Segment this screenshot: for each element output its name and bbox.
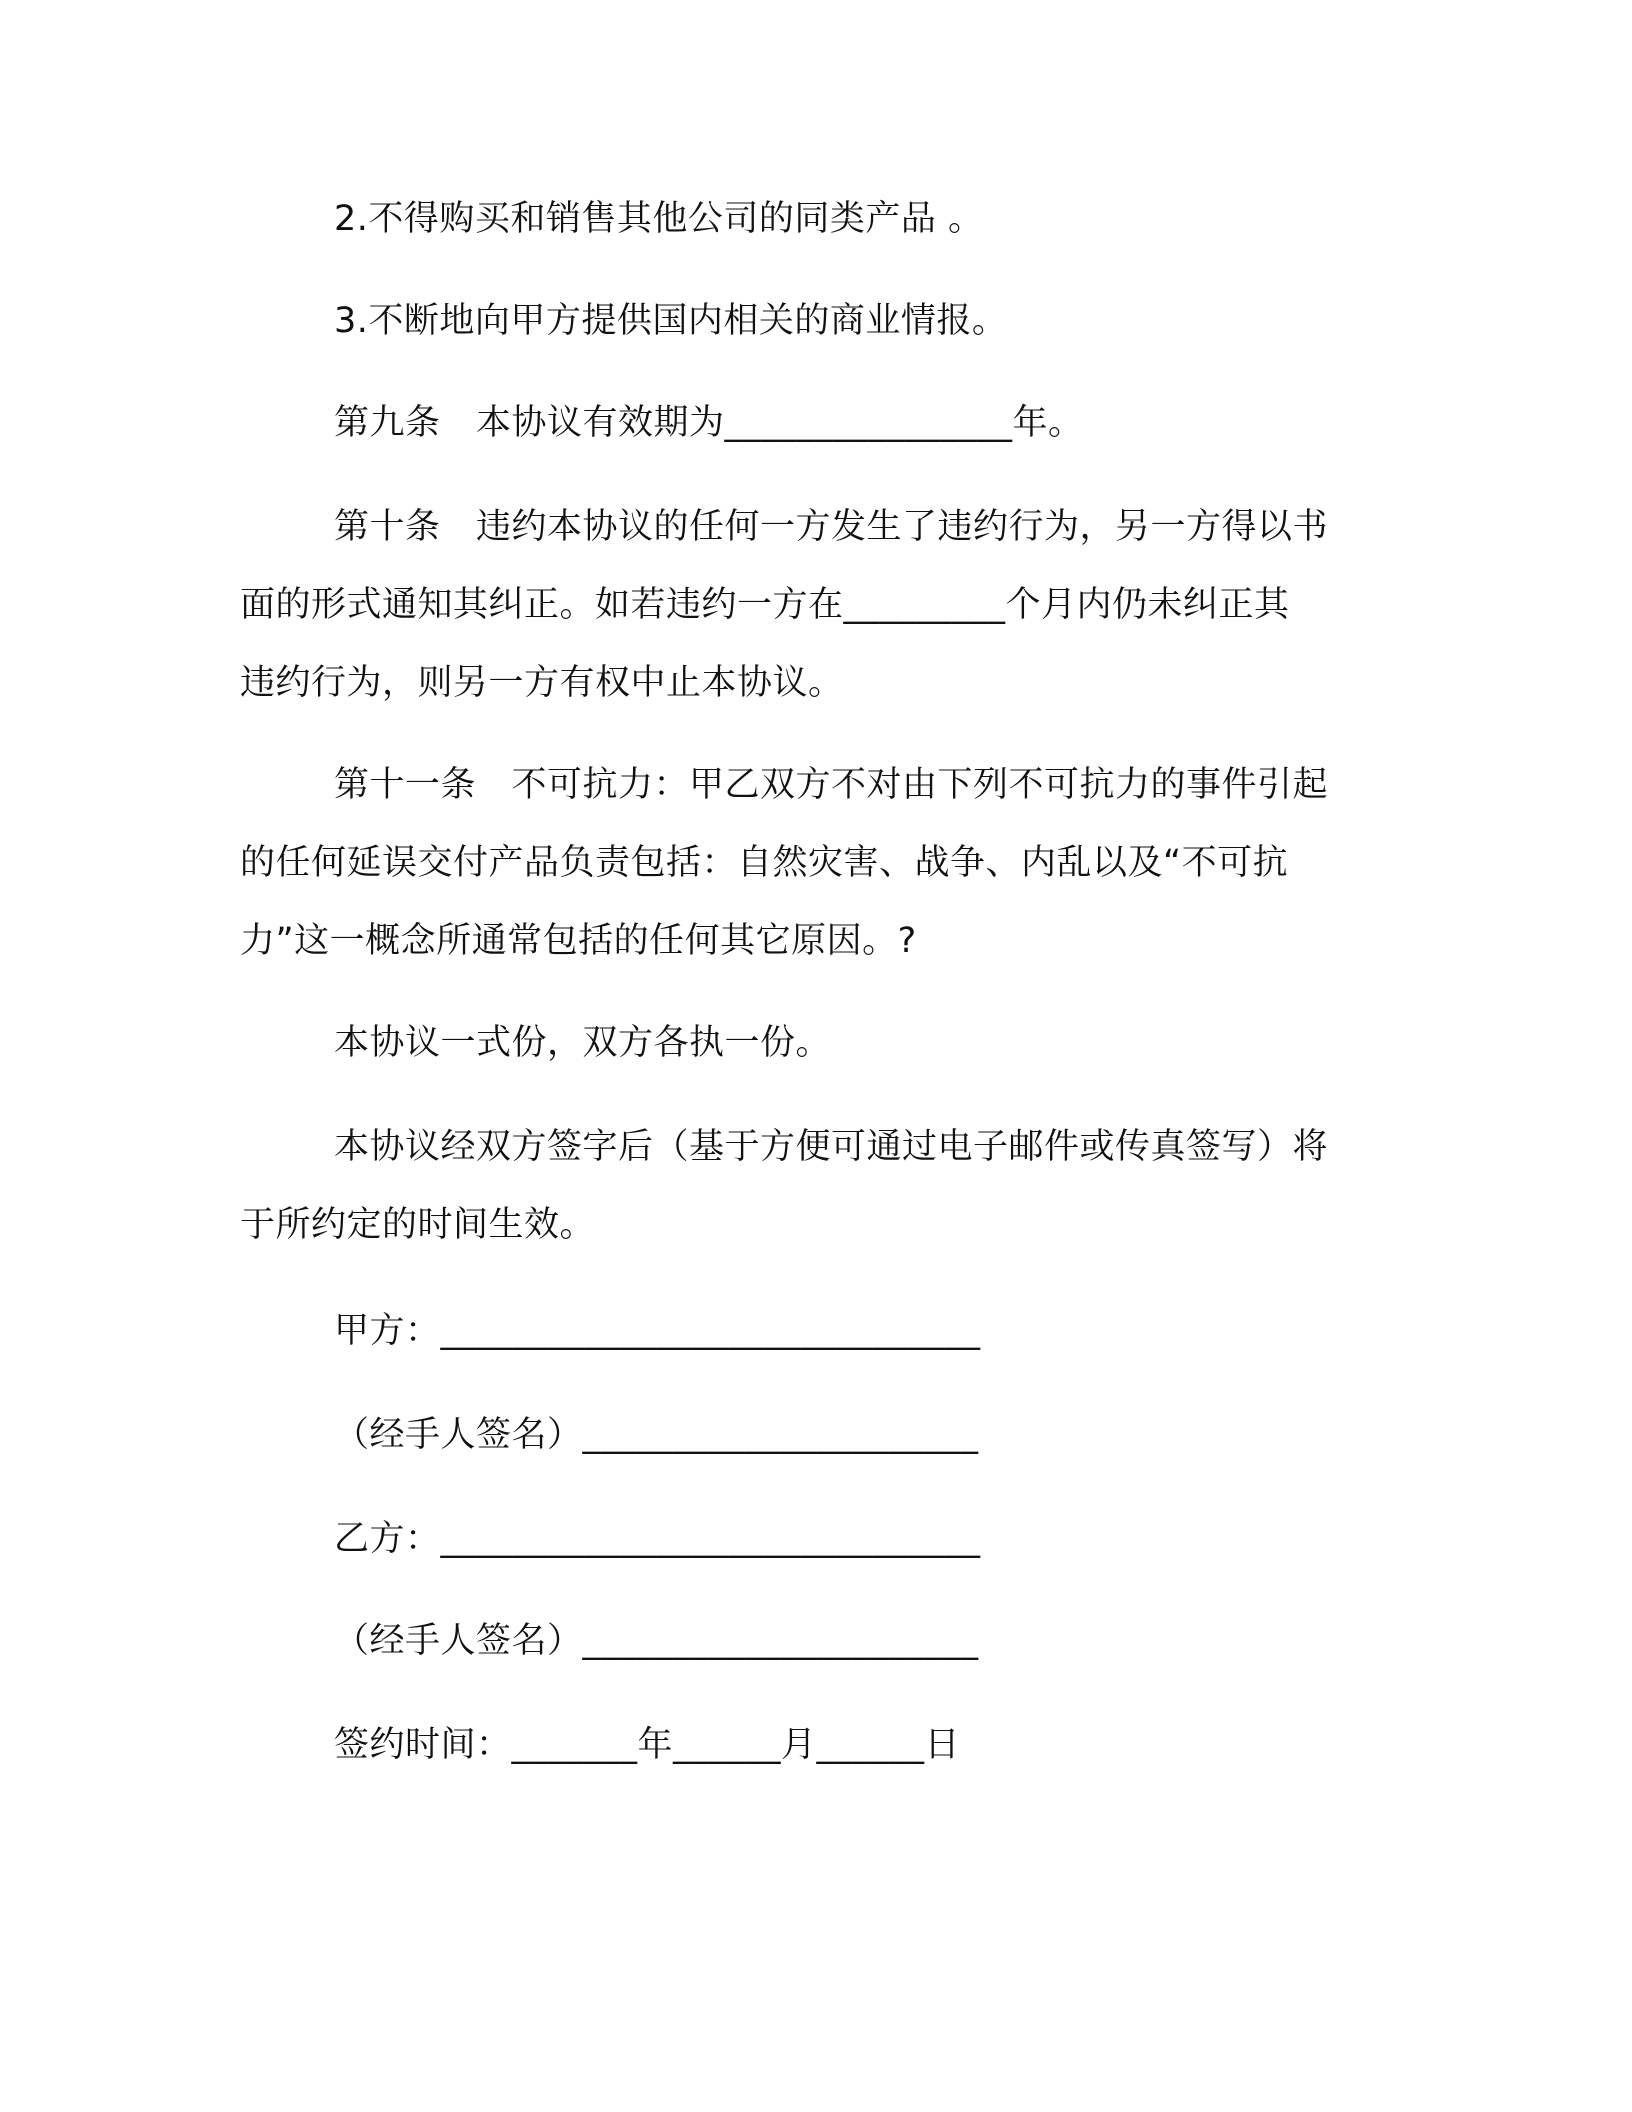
signing-date: 签约时间：_______年______月______日 <box>334 1725 961 1765</box>
effect-clause-line-2: 于所约定的时间生效。 <box>240 1205 596 1245</box>
article-10-line-3: 违约行为，则另一方有权中止本协议。 <box>240 663 844 703</box>
clause-item-3: 3.不断地向甲方提供国内相关的商业情报。 <box>334 301 1008 341</box>
article-11-line-2: 的任何延误交付产品负责包括：自然灾害、战争、内乱以及“不可抗 <box>240 843 1289 883</box>
party-b-signature: 乙方：______________________________ <box>334 1519 981 1559</box>
party-b-agent-signature: （经手人签名）______________________ <box>334 1621 979 1661</box>
party-a-agent-signature: （经手人签名）______________________ <box>334 1415 979 1455</box>
clause-item-2: 2.不得购买和销售其他公司的同类产品 。 <box>334 199 984 239</box>
article-11-line-1: 第十一条 不可抗力：甲乙双方不对由下列不可抗力的事件引起 <box>334 765 1329 805</box>
effect-clause-line-1: 本协议经双方签字后（基于方便可通过电子邮件或传真签写）将 <box>334 1127 1329 1167</box>
party-a-signature: 甲方：______________________________ <box>334 1311 981 1351</box>
article-9: 第九条 本协议有效期为________________年。 <box>334 403 1084 443</box>
article-11-line-3: 力”这一概念所通常包括的任何其它原因。? <box>240 921 917 961</box>
article-10-line-1: 第十条 违约本协议的任何一方发生了违约行为，另一方得以书 <box>334 507 1329 547</box>
article-10-line-2: 面的形式通知其纠正。如若违约一方在_________个月内仍未纠正其 <box>240 585 1290 625</box>
copies-clause: 本协议一式份，双方各执一份。 <box>334 1023 832 1063</box>
